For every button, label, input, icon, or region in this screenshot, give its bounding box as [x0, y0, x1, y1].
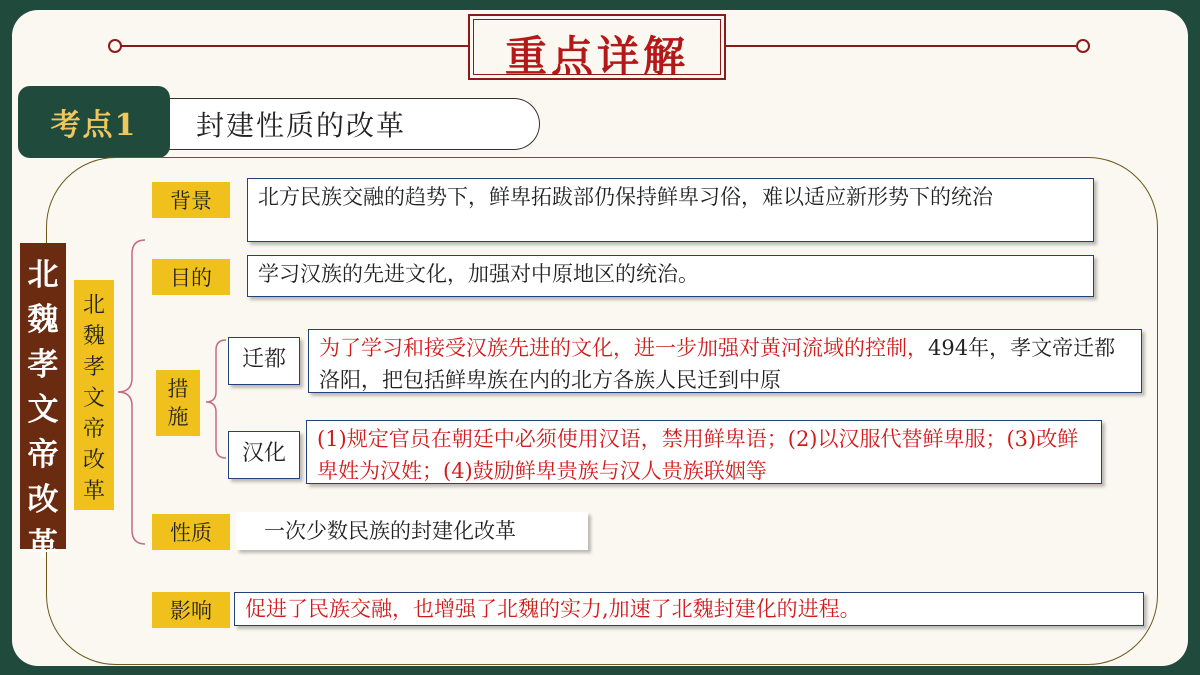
- relocation-text: [308, 329, 1142, 393]
- vertical-char: 改: [27, 482, 59, 518]
- vertical-char: 孝: [82, 355, 105, 380]
- nature-text: 一次少数民族的封建化改革: [236, 512, 588, 550]
- vertical-char: 文: [82, 386, 105, 411]
- vertical-char: 孝: [27, 347, 59, 383]
- topic-title: 封建性质的改革: [196, 109, 407, 142]
- sinicization-label: 汉化: [228, 431, 300, 479]
- vertical-char: 文: [27, 392, 59, 428]
- topic-tag: 考点1: [18, 86, 170, 158]
- measures-label: [156, 370, 200, 436]
- measures-char: 措: [167, 377, 189, 401]
- relocation-text-red: 为了学习和接受汉族先进的文化，进一步加强对黄河流域的控制，: [319, 336, 928, 360]
- vertical-char: 改: [82, 448, 105, 473]
- measures-char: 施: [167, 405, 189, 429]
- vertical-char: 帝: [82, 417, 105, 442]
- vertical-char: 革: [27, 527, 59, 563]
- nature-label: 性质: [152, 514, 230, 550]
- impact-text: 促进了民族交融，也增强了北魏的实力,加速了北魏封建化的进程。: [234, 592, 1144, 626]
- vertical-char: 魏: [27, 302, 59, 338]
- vertical-char: 魏: [82, 324, 105, 349]
- background-label: 背景: [152, 182, 230, 218]
- relocation-label: 迁都: [228, 337, 300, 385]
- vertical-char: 帝: [27, 437, 59, 473]
- reform-vertical-label: [20, 243, 66, 563]
- impact-label: 影响: [152, 592, 230, 628]
- background-text: 北方民族交融的趋势下，鲜卑拓跋部仍保持鲜卑习俗，难以适应新形势下的统治: [247, 178, 1094, 242]
- sinicization-text: (1)规定官员在朝廷中必须使用汉语，禁用鲜卑语；(2)以汉服代替鲜卑服；(3)改鲜卑姓为汉姓；(4)鼓励鲜卑贵族与汉人贵族联姻等: [306, 420, 1102, 484]
- purpose-label: 目的: [152, 259, 230, 295]
- vertical-char: 革: [82, 479, 105, 504]
- measures-bracket: [206, 340, 226, 458]
- vertical-char: 北: [82, 293, 105, 318]
- vertical-char: 北: [27, 257, 59, 293]
- reform-sub-label: [74, 280, 114, 510]
- page-title: 重点详解: [504, 32, 689, 81]
- purpose-text: 学习汉族的先进文化，加强对中原地区的统治。: [247, 255, 1094, 297]
- relocation-text-black: 494年，孝文帝迁都洛阳，把包括鲜卑族在内的北方各族人民迁到中原: [319, 336, 1116, 392]
- main-bracket: [118, 240, 145, 544]
